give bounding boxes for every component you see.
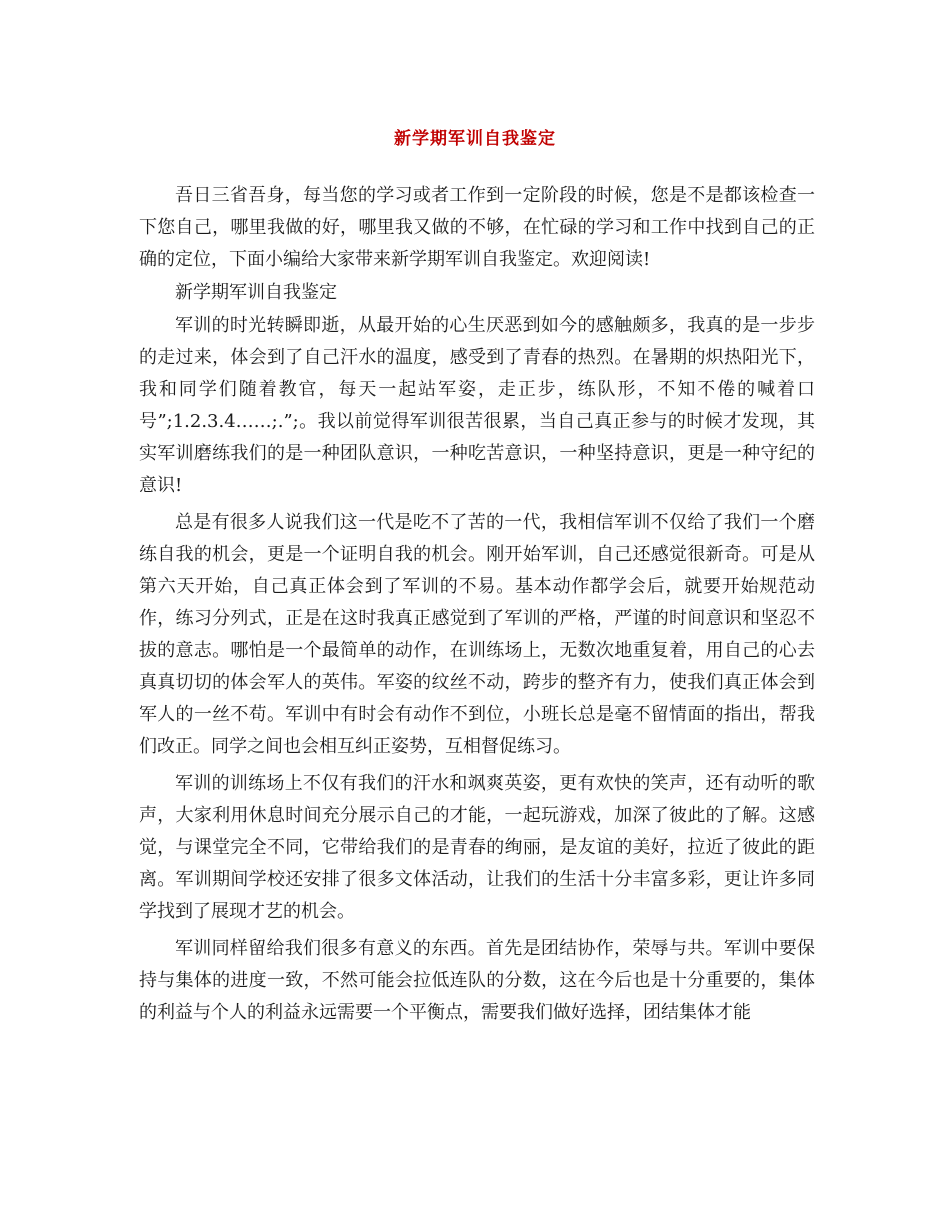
section-heading: 新学期军训自我鉴定 (175, 282, 337, 303)
document-body (139, 180, 815, 1029)
body-paragraph-2: 总是有很多人说我们这一代是吃不了苦的一代，我相信军训不仅给了我们一个磨练自我的机会，更是一个证明自我的机会。刚开始军训，自己还感觉很新奇。可是从第六天开始，自己真正体会到了军训的不易。基本动作都学会后，就要开始规范动作，练习分列式，正是在这时我真正感觉到了军训的严格，严谨的时间意识和坚忍不拔的意志。哪怕是一个最简单的动作，在训练场上，无数次地重复着，用自己的心去真真切切的体会军人的英伟。军姿的纹丝不动，跨步的整齐有力，使我们真正体会到军人的一丝不苟。军训中有时会有动作不到位，小班长总是毫不留情面的指出，帮我们改正。同学之间也会相互纠正姿势，互相督促练习。 (139, 512, 815, 757)
document-title: 新学期军训自我鉴定 (394, 129, 556, 149)
intro-paragraph: 吾日三省吾身，每当您的学习或者工作到一定阶段的时候，您是不是都该检查一下您自己，哪里我做的好，哪里我又做的不够，在忙碌的学习和工作中找到自己的正确的定位，下面小编给大家带来新学期军训自我鉴定。欢迎阅读! (139, 185, 815, 270)
body-paragraph-4: 军训同样留给我们很多有意义的东西。首先是团结协作，荣辱与共。军训中要保持与集体的进度一致，不然可能会拉低连队的分数，这在今后也是十分重要的，集体的利益与个人的利益永远需要一个平衡点，需要我们做好选择，团结集体才能 (139, 938, 815, 1023)
body-paragraph-1: 军训的时光转瞬即逝，从最开始的心生厌恶到如今的感触颇多，我真的是一步步的走过来，体会到了自己汗水的温度，感受到了青春的热烈。在暑期的炽热阳光下，我和同学们随着教官，每天一起站军姿，走正步，练队形，不知不倦的喊着口号”;1.2.3.4……;.”;。我以前觉得军训很苦很累，当自己真正参与的时候才发现，其实军训磨练我们的是一种团队意识，一种吃苦意识，一种坚持意识，更是一种守纪的意识! (139, 315, 815, 496)
body-paragraph-3: 军训的训练场上不仅有我们的汗水和飒爽英姿，更有欢快的笑声，还有动听的歌声，大家利用休息时间充分展示自己的才能，一起玩游戏，加深了彼此的了解。这感觉，与课堂完全不同，它带给我们的是青春的绚丽，是友谊的美好，拉近了彼此的距离。军训期间学校还安排了很多文体活动，让我们的生活十分丰富多彩，更让许多同学找到了展现才艺的机会。 (139, 773, 815, 922)
